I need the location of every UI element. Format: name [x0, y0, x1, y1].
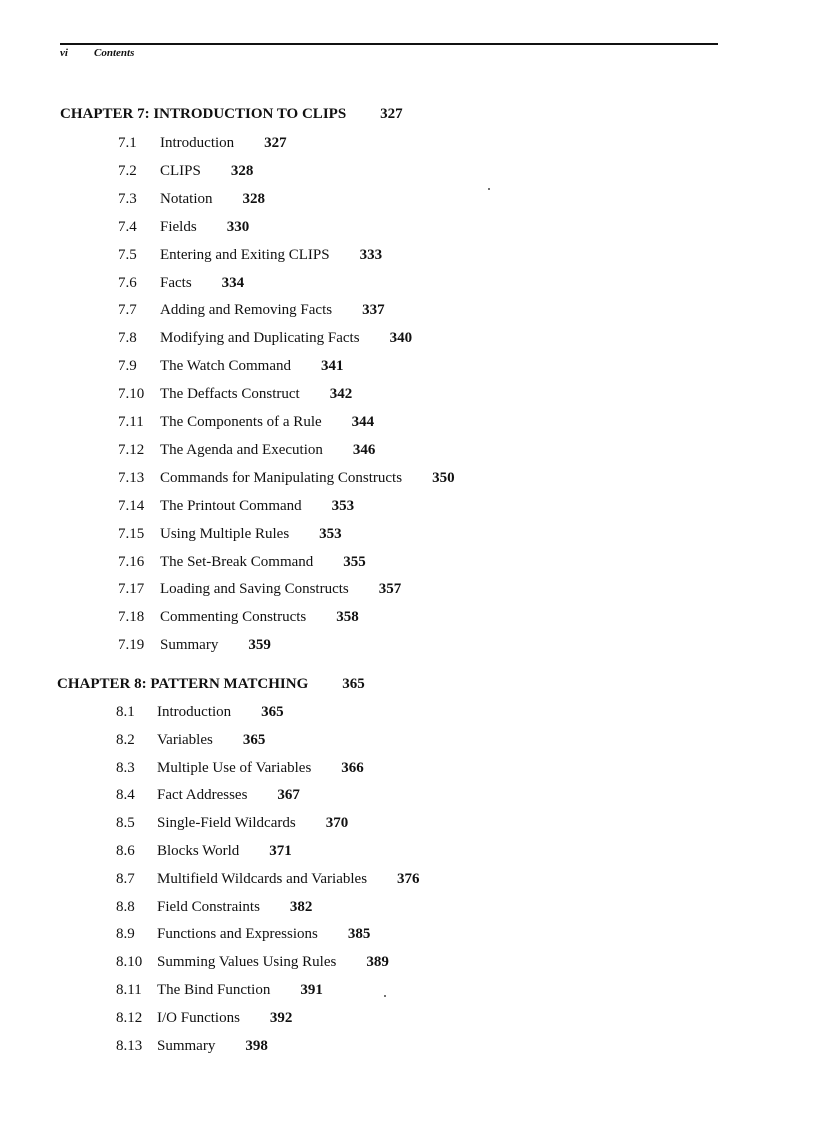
section-number: 7.12	[118, 441, 145, 458]
section-number: 8.6	[116, 843, 135, 859]
section-number: 8.7	[116, 870, 135, 887]
toc-entry	[116, 841, 292, 861]
section-page: 337	[362, 302, 385, 319]
section-number: 7.16	[118, 553, 145, 570]
section-number: 8.2	[116, 731, 135, 748]
section-title: Commenting Constructs	[160, 609, 307, 626]
toc-entry	[118, 328, 412, 348]
chapter-heading	[60, 106, 403, 123]
section-page: 350	[432, 469, 455, 486]
toc-entry	[118, 607, 359, 627]
toc-entry	[118, 468, 455, 488]
section-page: 389	[366, 954, 389, 971]
section-number: 7.11	[118, 414, 144, 430]
section-page: 353	[319, 525, 342, 542]
toc-entry	[118, 133, 287, 153]
section-title: Commands for Manipulating Constructs	[160, 469, 403, 486]
section-number: 7.5	[118, 246, 137, 263]
section-title: Notation	[160, 190, 213, 207]
toc-entry	[116, 869, 420, 889]
scan-speck	[384, 995, 386, 997]
toc-entry	[116, 1036, 268, 1056]
section-title: Field Constraints	[157, 898, 260, 915]
chapter-heading	[57, 676, 365, 693]
section-title: Modifying and Duplicating Facts	[160, 330, 360, 347]
section-page: 327	[264, 135, 287, 151]
toc-entry	[118, 384, 352, 404]
section-page: 333	[359, 246, 383, 263]
section-number: 8.8	[116, 898, 135, 915]
chapter-page: 365	[342, 676, 365, 692]
section-number: 7.1	[118, 135, 137, 151]
section-number: 7.19	[118, 637, 145, 654]
section-page: 370	[325, 815, 349, 832]
section-page: 359	[248, 637, 271, 654]
section-title: Summary	[157, 1037, 216, 1054]
section-number: 8.5	[116, 815, 135, 832]
section-title: The Bind Function	[157, 982, 271, 998]
header-title: Contents	[94, 47, 135, 59]
section-title: Fields	[160, 218, 197, 235]
toc-entry	[116, 702, 284, 722]
toc-entry	[116, 980, 323, 1000]
toc-entry	[116, 924, 370, 944]
scan-speck	[488, 188, 490, 190]
toc-entry	[116, 730, 265, 750]
section-page: 357	[378, 581, 402, 598]
toc-entry	[116, 1008, 292, 1028]
section-number: 8.10	[116, 954, 143, 971]
section-title: Summing Values Using Rules	[157, 954, 337, 971]
section-page: 367	[277, 787, 300, 804]
toc-entry	[118, 245, 382, 265]
section-number: 7.15	[118, 525, 145, 542]
section-number: 8.3	[116, 759, 135, 776]
section-title: The Components of a Rule	[160, 414, 322, 430]
section-title: Blocks World	[157, 843, 240, 859]
toc-entry	[118, 273, 244, 293]
header-rule	[60, 43, 718, 45]
toc-entry	[118, 189, 265, 209]
toc-entry	[118, 412, 374, 432]
section-title: The Watch Command	[160, 358, 291, 375]
section-page: 365	[242, 731, 266, 748]
section-page: 391	[300, 982, 323, 998]
section-page: 371	[269, 843, 292, 859]
section-title: Introduction	[160, 135, 235, 151]
toc-entry	[118, 552, 366, 572]
section-number: 7.13	[118, 469, 145, 486]
section-page: 365	[261, 704, 284, 720]
section-page: 385	[347, 926, 371, 943]
section-number: 7.7	[118, 302, 137, 319]
section-title: The Printout Command	[160, 497, 302, 514]
section-page: 358	[336, 609, 359, 626]
section-number: 7.2	[118, 162, 137, 179]
section-title: Facts	[160, 274, 192, 291]
section-title: CLIPS	[160, 162, 201, 179]
section-title: Adding and Removing Facts	[160, 302, 333, 319]
section-title: Introduction	[157, 704, 232, 720]
section-page: 392	[269, 1009, 293, 1026]
section-page: 376	[397, 870, 420, 887]
section-number: 7.9	[118, 358, 137, 375]
toc-entry	[116, 952, 389, 972]
section-title: Single-Field Wildcards	[157, 815, 296, 832]
section-number: 8.4	[116, 787, 135, 804]
toc-entry	[118, 635, 271, 655]
section-title: The Agenda and Execution	[160, 441, 323, 458]
toc-entry	[118, 440, 375, 460]
toc-entry	[116, 758, 364, 778]
toc-entry	[118, 217, 249, 237]
section-number: 7.6	[118, 274, 137, 291]
toc-entry	[116, 813, 348, 833]
section-page: 328	[230, 162, 254, 179]
header-page-number: vi	[60, 47, 68, 59]
section-number: 7.3	[118, 190, 137, 207]
section-page: 328	[242, 190, 265, 207]
chapter-page: 327	[380, 106, 403, 122]
chapter-title: CHAPTER 7: INTRODUCTION TO CLIPS	[60, 106, 347, 122]
toc-entry	[118, 579, 401, 599]
section-title: I/O Functions	[157, 1009, 240, 1026]
section-number: 7.8	[118, 330, 137, 347]
section-title: Multifield Wildcards and Variables	[157, 870, 368, 887]
section-number: 8.11	[116, 982, 142, 998]
section-page: 344	[351, 414, 375, 430]
toc-entry	[118, 356, 344, 376]
section-title: Multiple Use of Variables	[157, 759, 312, 776]
section-title: Functions and Expressions	[157, 926, 318, 943]
section-page: 382	[289, 898, 313, 915]
section-number: 8.13	[116, 1037, 143, 1054]
section-number: 7.18	[118, 609, 145, 626]
section-title: The Set-Break Command	[160, 553, 314, 570]
section-number: 8.12	[116, 1009, 143, 1026]
section-number: 8.9	[116, 926, 135, 943]
section-number: 8.1	[116, 704, 135, 720]
toc-entry	[118, 300, 385, 320]
section-page: 341	[321, 358, 344, 375]
chapter-title: CHAPTER 8: PATTERN MATCHING	[57, 676, 309, 692]
section-title: Variables	[157, 731, 213, 748]
section-page: 353	[331, 497, 355, 514]
section-page: 330	[226, 218, 250, 235]
toc-entry	[116, 897, 312, 917]
section-number: 7.14	[118, 497, 145, 514]
section-title: Using Multiple Rules	[160, 525, 290, 542]
running-header	[60, 47, 134, 59]
section-number: 7.10	[118, 386, 145, 403]
section-page: 340	[389, 330, 413, 347]
section-page: 342	[329, 386, 353, 403]
section-page: 398	[245, 1037, 268, 1054]
toc-entry	[118, 496, 354, 516]
section-title: Summary	[160, 637, 219, 654]
toc-entry	[118, 161, 253, 181]
section-title: Loading and Saving Constructs	[160, 581, 349, 598]
section-page: 366	[341, 759, 364, 776]
section-page: 355	[343, 553, 366, 570]
section-page: 346	[352, 441, 376, 458]
toc-entry	[118, 524, 342, 544]
toc-entry	[116, 785, 300, 805]
section-number: 7.4	[118, 218, 137, 235]
section-title: Fact Addresses	[157, 787, 248, 804]
section-page: 334	[221, 274, 245, 291]
section-number: 7.17	[118, 581, 145, 598]
section-title: The Deffacts Construct	[160, 386, 300, 403]
section-title: Entering and Exiting CLIPS	[160, 246, 330, 263]
